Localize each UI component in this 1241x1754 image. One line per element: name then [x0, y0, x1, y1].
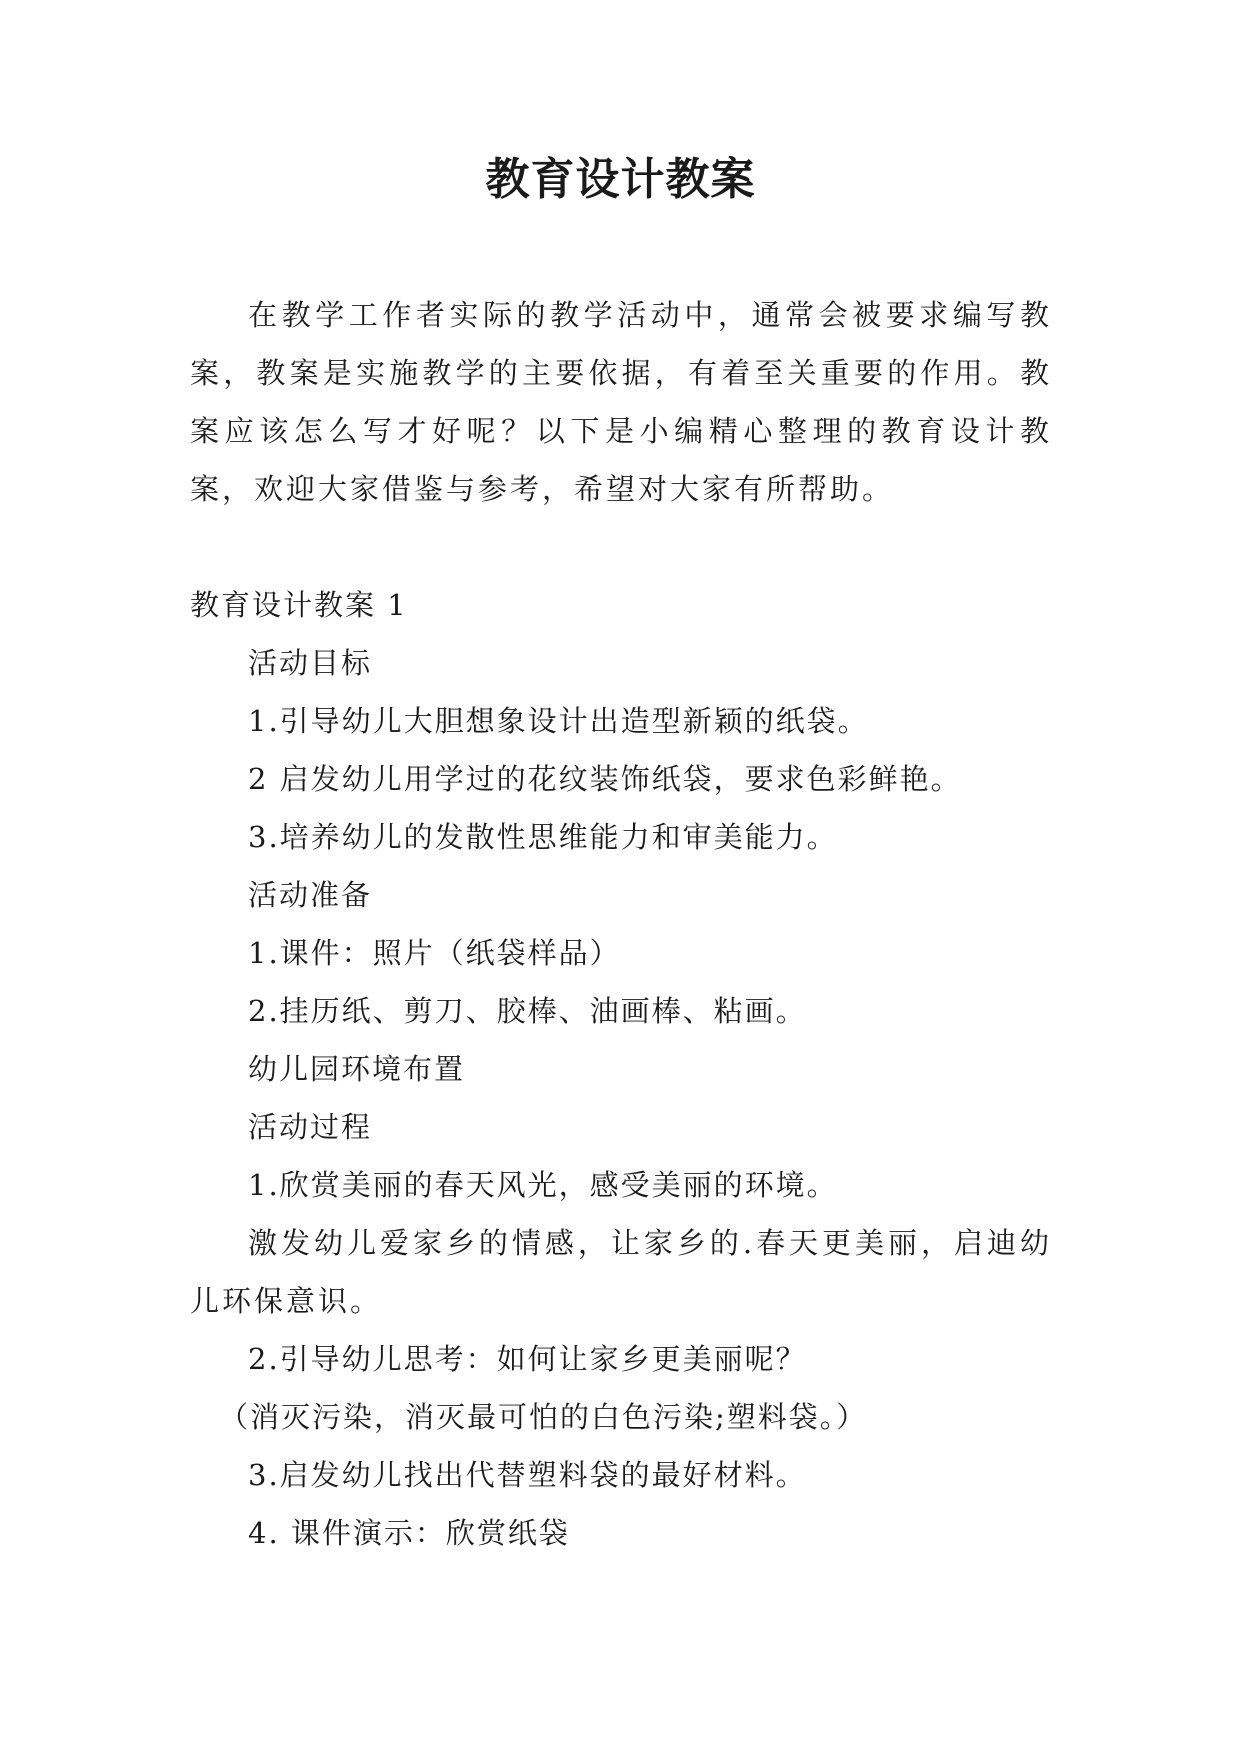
subheading-activity-preparation: 活动准备: [248, 878, 373, 912]
section-1: [190, 576, 1052, 1562]
document-title: 教育设计教案: [485, 154, 756, 205]
list-item: 3.启发幼儿找出代替塑料袋的最好材料。: [248, 1458, 807, 1492]
list-item: 1.引导幼儿大胆想象设计出造型新颖的纸袋。: [248, 704, 869, 738]
list-item: 1.课件：照片（纸袋样品）: [248, 936, 621, 970]
section-heading: 教育设计教案 1: [190, 588, 408, 622]
list-item: 2 启发幼儿用学过的花纹装饰纸袋，要求色彩鲜艳。: [248, 762, 962, 796]
list-item: 2.引导幼儿思考：如何让家乡更美丽呢？: [248, 1342, 807, 1376]
parenthetical-note: （消灭污染，消灭最可怕的白色污染;塑料袋。）: [219, 1400, 868, 1434]
list-item: 4. 课件演示：欣赏纸袋: [248, 1516, 570, 1550]
subheading-environment: 幼儿园环境布置: [248, 1052, 466, 1086]
list-item: 2.挂历纸、剪刀、胶棒、油画棒、粘画。: [248, 994, 807, 1028]
paragraph: 激发幼儿爱家乡的情感，让家乡的.春天更美丽，启迪幼儿环保意识。: [190, 1226, 1052, 1318]
intro-paragraph: 在教学工作者实际的教学活动中，通常会被要求编写教案，教案是实施教学的主要依据，有着至关重要的作用。教案应该怎么写才好呢？以下是小编精心整理的教育设计教案，欢迎大家借鉴与参考，希望对大家有所帮助。: [190, 298, 1052, 506]
list-item: 3.培养幼儿的发散性思维能力和审美能力。: [248, 820, 838, 854]
list-item: 1.欣赏美丽的春天风光，感受美丽的环境。: [248, 1168, 838, 1202]
subheading-activity-goals: 活动目标: [248, 646, 373, 680]
subheading-activity-process: 活动过程: [248, 1110, 373, 1144]
